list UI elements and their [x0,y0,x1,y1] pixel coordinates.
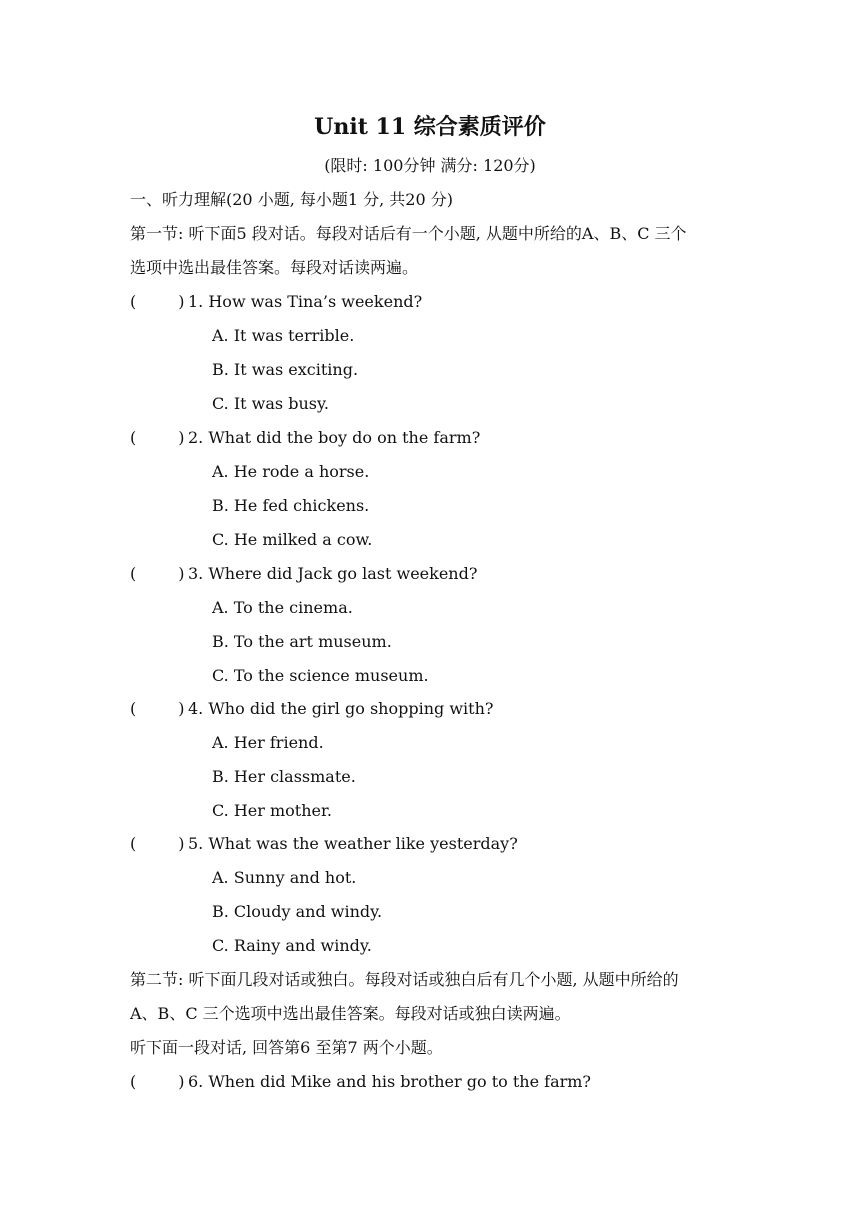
option-a: A. He rode a horse. [212,462,370,481]
question-2 [130,426,480,450]
question-text: 5. What was the weather like yesterday? [188,834,518,853]
option-c: C. It was busy. [212,394,329,413]
option-a: A. It was terrible. [212,326,355,345]
part2-subinstruction: 听下面一段对话, 回答第6 至第7 两个小题。 [130,1038,443,1057]
question-text: 2. What did the boy do on the farm? [188,428,481,447]
answer-blank: ( ) [130,564,185,583]
question-5 [130,832,518,856]
option-c: C. He milked a cow. [212,530,373,549]
page-title: Unit 11 综合素质评价 [314,114,546,140]
option-b: B. It was exciting. [212,360,359,379]
question-4 [130,697,493,721]
question-text: 6. When did Mike and his brother go to the farm? [188,1072,592,1091]
page-subtitle: (限时: 100分钟 满分: 120分) [324,156,536,175]
option-b: B. To the art museum. [212,632,392,651]
question-text: 4. Who did the girl go shopping with? [188,699,494,718]
answer-blank: ( ) [130,1072,185,1091]
option-b: B. He fed chickens. [212,496,370,515]
option-c: C. Rainy and windy. [212,936,372,955]
part2-instruction-line2: A、B、C 三个选项中选出最佳答案。每段对话或独白读两遍。 [130,1004,571,1023]
answer-blank: ( ) [130,292,185,311]
option-c: C. Her mother. [212,801,332,820]
question-6 [130,1070,591,1094]
option-a: A. Her friend. [212,733,324,752]
option-b: B. Her classmate. [212,767,356,786]
option-a: A. To the cinema. [212,598,353,617]
part2-instruction-line1: 第二节: 听下面几段对话或独白。每段对话或独白后有几个小题, 从题中所给的 [130,970,679,989]
answer-blank: ( ) [130,834,185,853]
option-a: A. Sunny and hot. [212,868,357,887]
answer-blank: ( ) [130,699,185,718]
question-text: 1. How was Tina’s weekend? [188,292,423,311]
part1-instruction-line1: 第一节: 听下面5 段对话。每段对话后有一个小题, 从题中所给的A、B、C 三个 [130,224,687,243]
section-heading: 一、听力理解(20 小题, 每小题1 分, 共20 分) [130,190,453,209]
option-c: C. To the science museum. [212,666,429,685]
part1-instruction-line2: 选项中选出最佳答案。每段对话读两遍。 [130,258,419,277]
question-1 [130,290,422,314]
option-b: B. Cloudy and windy. [212,902,383,921]
question-text: 3. Where did Jack go last weekend? [188,564,478,583]
question-3 [130,562,477,586]
answer-blank: ( ) [130,428,185,447]
